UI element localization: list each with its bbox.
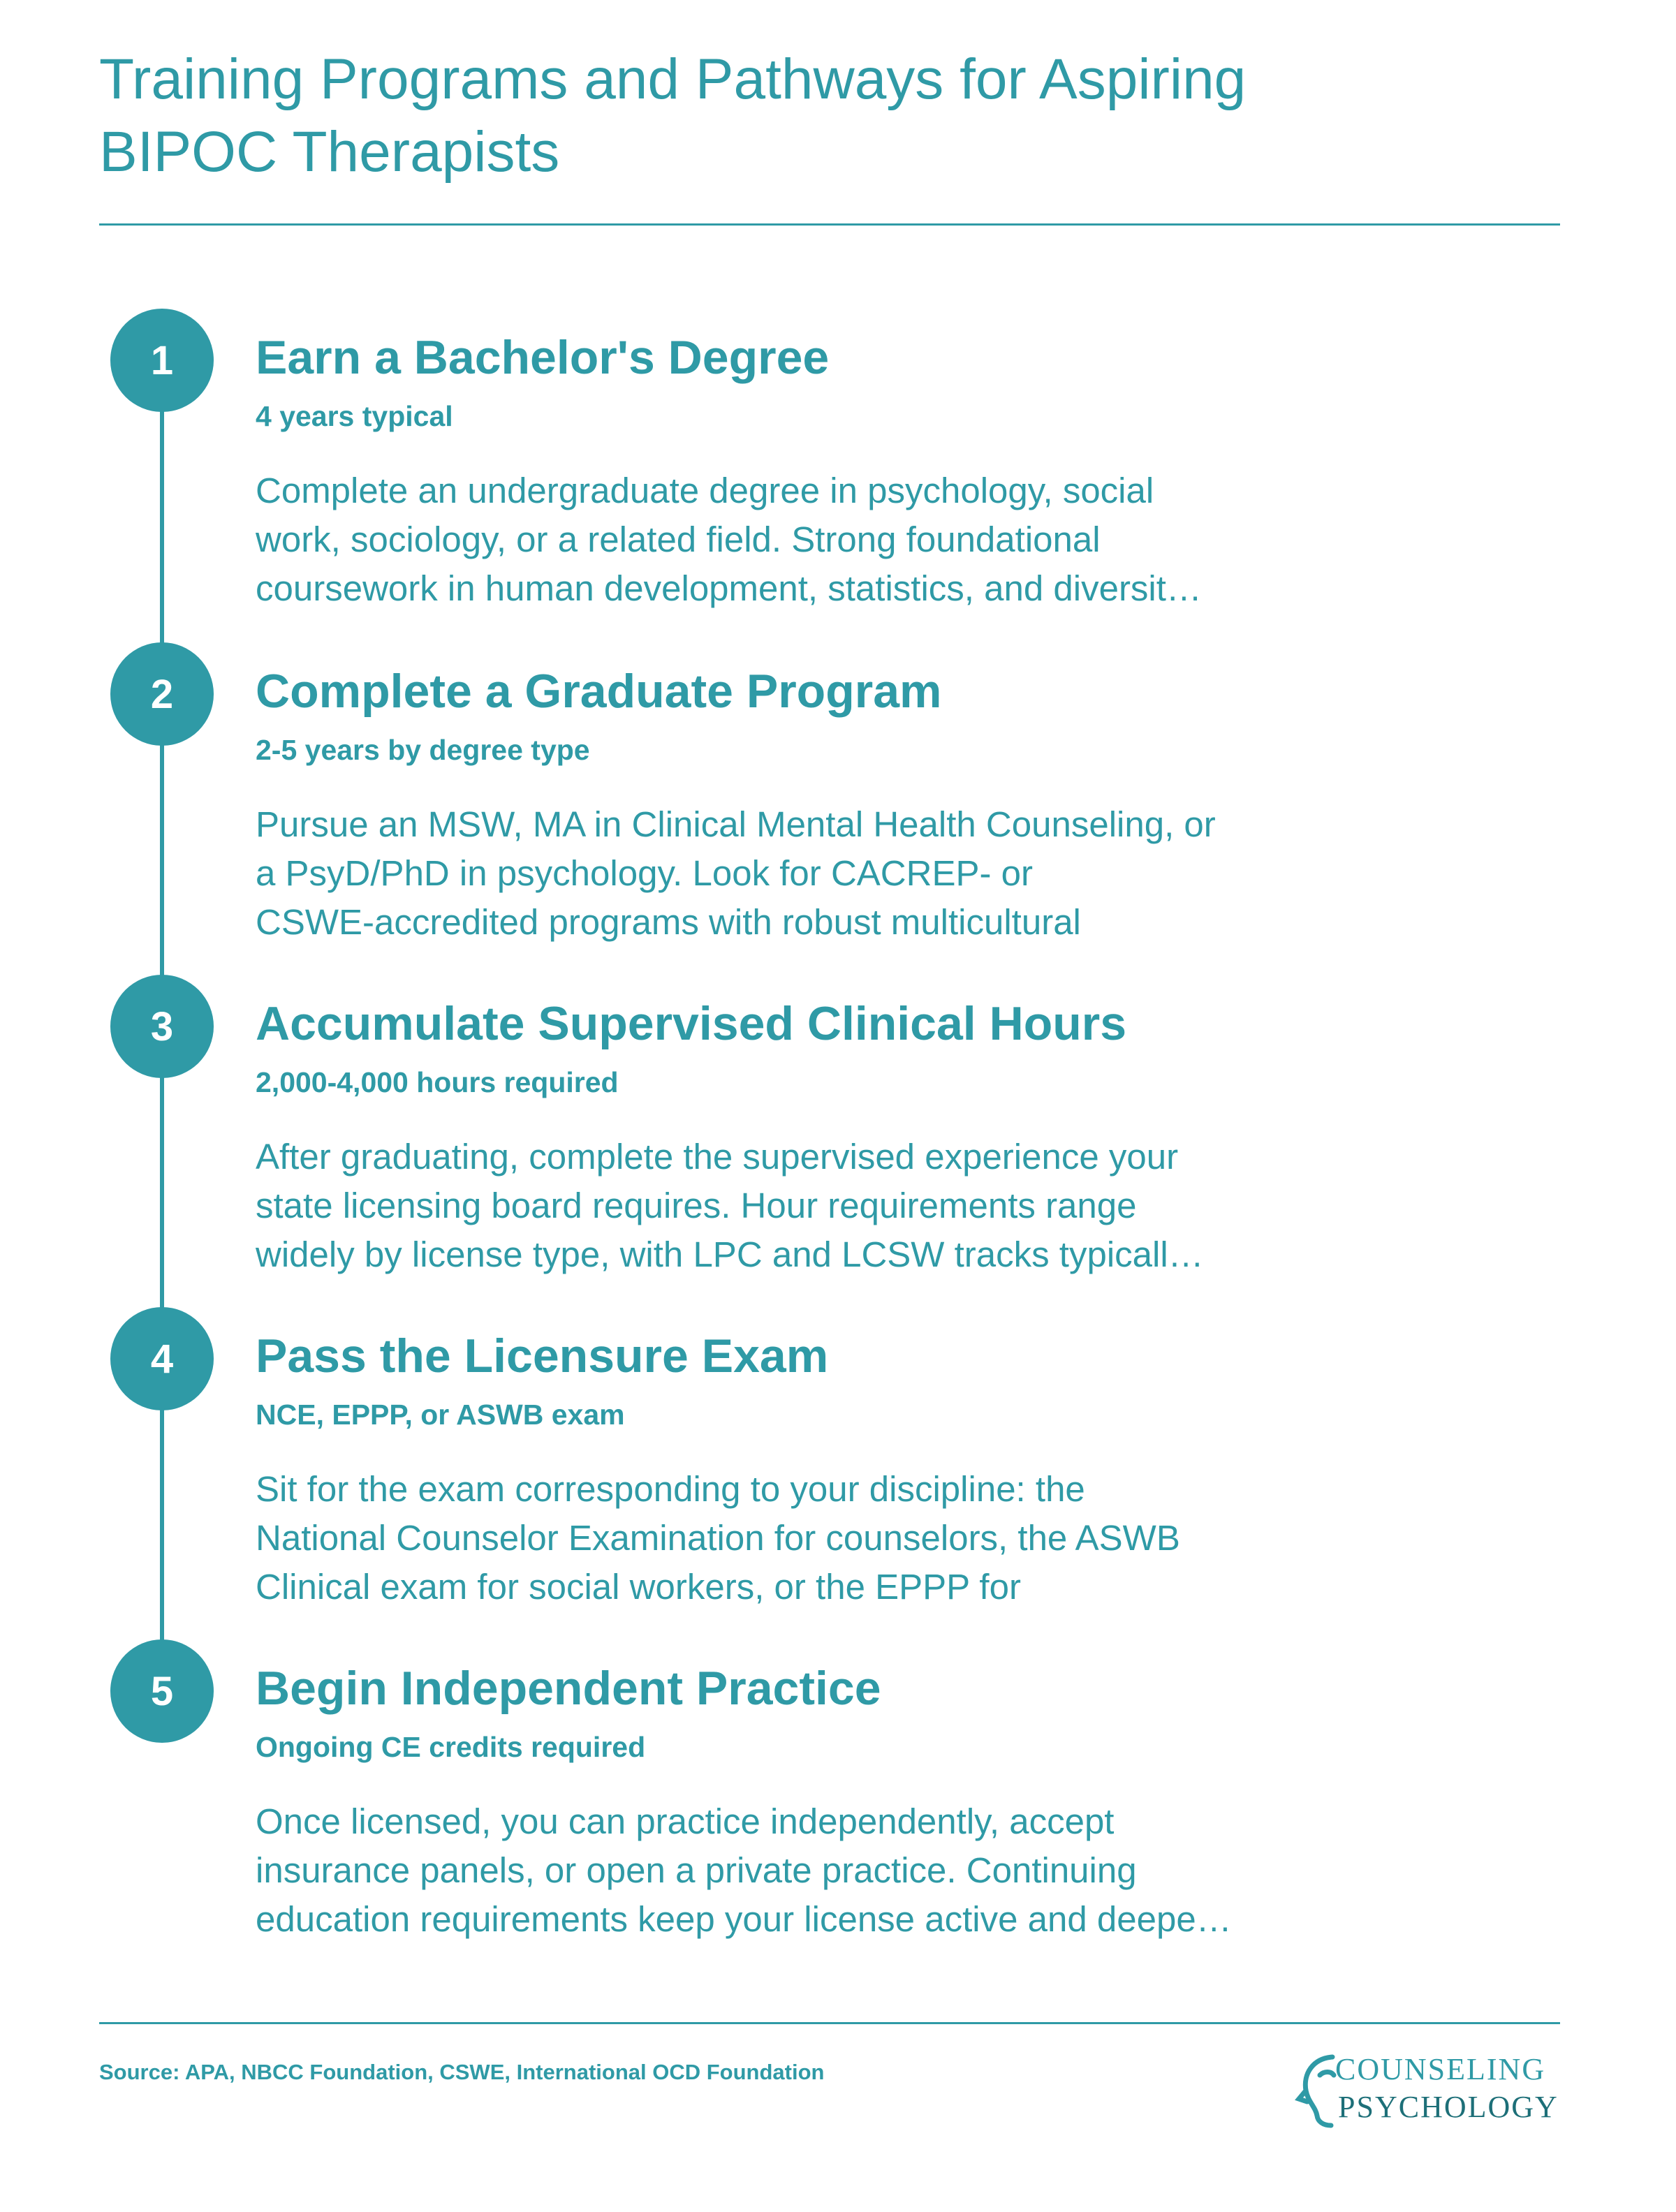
step-duration: NCE, EPPP, or ASWB exam	[256, 1399, 625, 1431]
step-description-line: Complete an undergraduate degree in psychology, social	[256, 471, 1154, 510]
step-description-line: state licensing board requires. Hour requirements range	[256, 1186, 1137, 1225]
step-description-line: CSWE-accredited programs with robust multicultural	[256, 902, 1081, 942]
step-description-line: Clinical exam for social workers, or the EPPP for	[256, 1567, 1021, 1607]
step-description-line: Pursue an MSW, MA in Clinical Mental Health Counseling, or	[256, 804, 1216, 844]
page-title-line-2: BIPOC Therapists	[99, 120, 560, 184]
source-citation: Source: APA, NBCC Foundation, CSWE, International OCD Foundation	[99, 2060, 825, 2084]
step-title: Complete a Graduate Program	[256, 665, 942, 718]
logo-wordmark-line-2: PSYCHOLOGY	[1338, 2090, 1559, 2124]
step-description-line: a PsyD/PhD in psychology. Look for CACREP- or	[256, 853, 1033, 893]
footer-divider	[99, 2022, 1560, 2024]
step-duration: 4 years typical	[256, 400, 453, 432]
step-description	[256, 466, 1373, 613]
step-description-line: Sit for the exam corresponding to your discipline: the	[256, 1469, 1085, 1509]
header-divider	[99, 223, 1560, 226]
logo-wordmark-line-1: COUNSELING	[1335, 2052, 1546, 2086]
step-title: Begin Independent Practice	[256, 1662, 881, 1715]
step-duration: 2,000-4,000 hours required	[256, 1066, 619, 1098]
page-title-line-1: Training Programs and Pathways for Aspiring	[99, 47, 1247, 111]
step-description	[256, 1797, 1373, 1944]
step-title: Pass the Licensure Exam	[256, 1329, 829, 1382]
step-description-line: education requirements keep your license active and deepe…	[256, 1899, 1232, 1939]
step-description	[256, 1133, 1373, 1279]
page-title	[99, 43, 1426, 189]
step-duration: Ongoing CE credits required	[256, 1731, 646, 1763]
step-description	[256, 1465, 1373, 1612]
step-title: Earn a Bachelor's Degree	[256, 331, 830, 384]
step-number-badge: 4	[110, 1307, 214, 1410]
step-number-badge: 1	[110, 309, 214, 412]
step-number-badge: 2	[110, 642, 214, 746]
step-title: Accumulate Supervised Clinical Hours	[256, 997, 1127, 1050]
step-description	[256, 800, 1373, 947]
step-number-badge: 3	[110, 975, 214, 1078]
step-number-badge: 5	[110, 1639, 214, 1743]
counseling-psychology-logo	[1292, 2043, 1564, 2134]
step-description-line: insurance panels, or open a private practice. Continuing	[256, 1850, 1137, 1890]
step-description-line: work, sociology, or a related field. Strong foundational	[256, 519, 1101, 559]
step-description-line: Once licensed, you can practice independently, accept	[256, 1801, 1115, 1841]
step-description-line: National Counselor Examination for counselors, the ASWB	[256, 1518, 1180, 1558]
step-duration: 2-5 years by degree type	[256, 734, 590, 766]
head-profile-icon	[1299, 2057, 1334, 2125]
step-description-line: coursework in human development, statistics, and diversit…	[256, 568, 1202, 608]
step-description-line: After graduating, complete the supervised experience your	[256, 1137, 1179, 1177]
step-description-line: widely by license type, with LPC and LCSW tracks typicall…	[256, 1234, 1204, 1274]
